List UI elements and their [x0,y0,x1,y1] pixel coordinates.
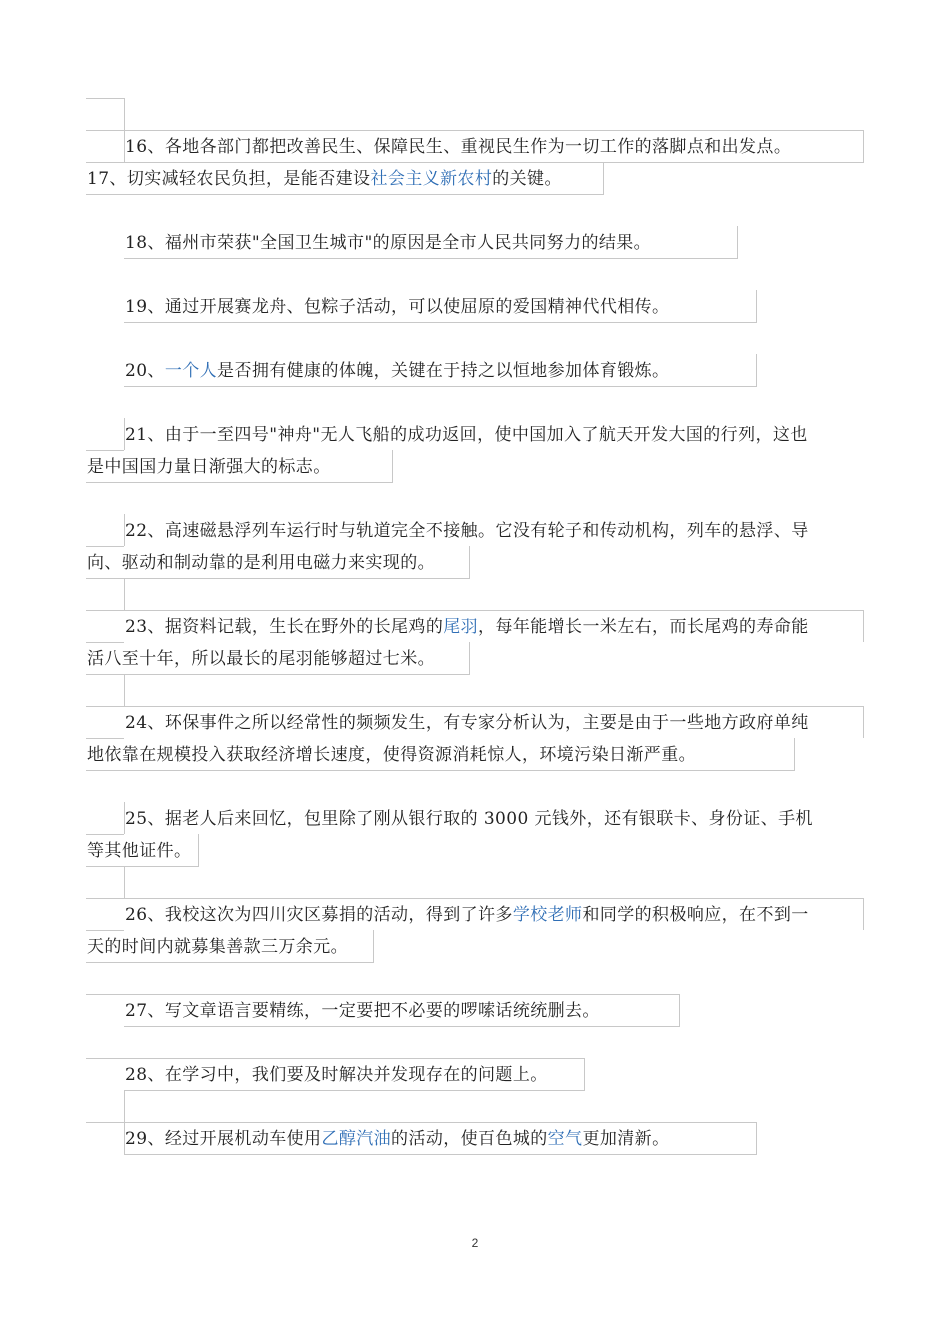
sentence-line [87,739,696,771]
border-line [863,898,864,930]
border-line [584,1058,585,1090]
sentence-text: 19、通过开展赛龙舟、包粽子活动，可以使屈原的爱国精神代代相传。 [125,297,670,317]
keyword-link[interactable]: 尾羽 [443,617,479,637]
border-line [124,866,125,898]
sentence-text: 向、驱动和制动靠的是利用电磁力来实现的。 [87,553,435,573]
sentence-line [125,803,813,835]
border-line [373,930,374,962]
sentence-text: 24、环保事件之所以经常性的频频发生，有专家分析认为，主要是由于一些地方政府单纯 [125,713,809,733]
sentence-line [125,227,651,259]
border-line [756,290,757,322]
sentence-text: 21、由于一至四号"神舟"无人飞船的成功返回，使中国加入了航天开发大国的行列，这也 [125,425,808,445]
keyword-link[interactable]: 一个人 [164,361,218,381]
sentence-line [87,163,562,195]
sentence-line [125,707,809,739]
border-line [679,994,680,1026]
page-number: 2 [471,1236,479,1250]
sentence-text: 活八至十年，所以最长的尾羽能够超过七米。 [87,649,435,669]
sentence-line [125,611,809,643]
border-line [794,738,795,770]
sentence-text: 的活动，使百色城的 [391,1129,548,1149]
border-line [124,578,125,610]
sentence-text: 16、各地各部门都把改善民生、保障民生、重视民生作为一切工作的落脚点和出发点。 [125,137,792,157]
sentence-line [125,515,809,547]
border-line [469,546,470,578]
border-line [863,610,864,642]
sentence-text: 的关键。 [492,169,562,189]
sentence-text: 28、在学习中，我们要及时解决并发现存在的问题上。 [125,1065,548,1085]
sentence-text: 29、经过开展机动车使用 [125,1129,322,1149]
sentence-text: 25、据老人后来回忆，包里除了刚从银行取的 3000 元钱外，还有银联卡、身份证、手机 [125,809,813,829]
sentence-line [87,547,435,579]
sentence-text: 等其他证件。 [87,841,192,861]
sentence-text: 22、高速磁悬浮列车运行时与轨道完全不接触。它没有轮子和传动机构，列车的悬浮、导 [125,521,809,541]
border-line [392,450,393,482]
sentence-line [125,1059,548,1091]
keyword-link[interactable]: 学校老师 [512,905,583,925]
sentence-line [125,899,809,931]
border-line [124,674,125,706]
border-line [124,1090,125,1122]
sentence-text: 是否拥有健康的体魄，关键在于持之以恒地参加体育锻炼。 [217,361,670,381]
border-line [863,130,864,162]
sentence-text: 天的时间内就募集善款三万余元。 [87,937,348,957]
sentence-line [125,995,600,1027]
sentence-line [87,835,191,867]
keyword-link[interactable]: 空气 [547,1129,583,1149]
sentence-line [125,419,808,451]
sentence-text: ，每年能增长一米左右，而长尾鸡的寿命能 [478,617,809,637]
sentence-line [87,451,331,483]
sentence-text: 18、福州市荣获"全国卫生城市"的原因是全市人民共同努力的结果。 [125,233,652,253]
border-line [756,1122,757,1154]
sentence-text: 更加清新。 [582,1129,670,1149]
sentence-text: 和同学的积极响应，在不到一 [582,905,809,925]
sentence-text: 是中国国力量日渐强大的标志。 [87,457,331,477]
sentence-line [125,291,669,323]
sentence-line [125,355,669,387]
border-line [863,706,864,738]
border-line [86,98,124,99]
keyword-link[interactable]: 社会主义新农村 [370,169,493,189]
border-line [756,354,757,386]
keyword-link[interactable]: 乙醇汽油 [321,1129,392,1149]
sentence-line [125,131,791,163]
border-line [198,834,199,866]
sentence-text: 23、据资料记载，生长在野外的长尾鸡的 [125,617,444,637]
sentence-text: 26、我校这次为四川灾区募捐的活动，得到了许多 [125,905,513,925]
sentence-line [87,931,348,963]
sentence-text: 地依靠在规模投入获取经济增长速度，使得资源消耗惊人，环境污染日渐严重。 [87,745,696,765]
border-line [469,642,470,674]
sentence-text: 17、切实减轻农民负担，是能否建设 [87,169,371,189]
sentence-text: 20、 [125,361,165,381]
sentence-text: 27、写文章语言要精练，一定要把不必要的啰嗦话统统删去。 [125,1001,600,1021]
sentence-line [125,1123,669,1155]
sentence-line [87,643,435,675]
border-line [603,162,604,194]
border-line [737,226,738,258]
